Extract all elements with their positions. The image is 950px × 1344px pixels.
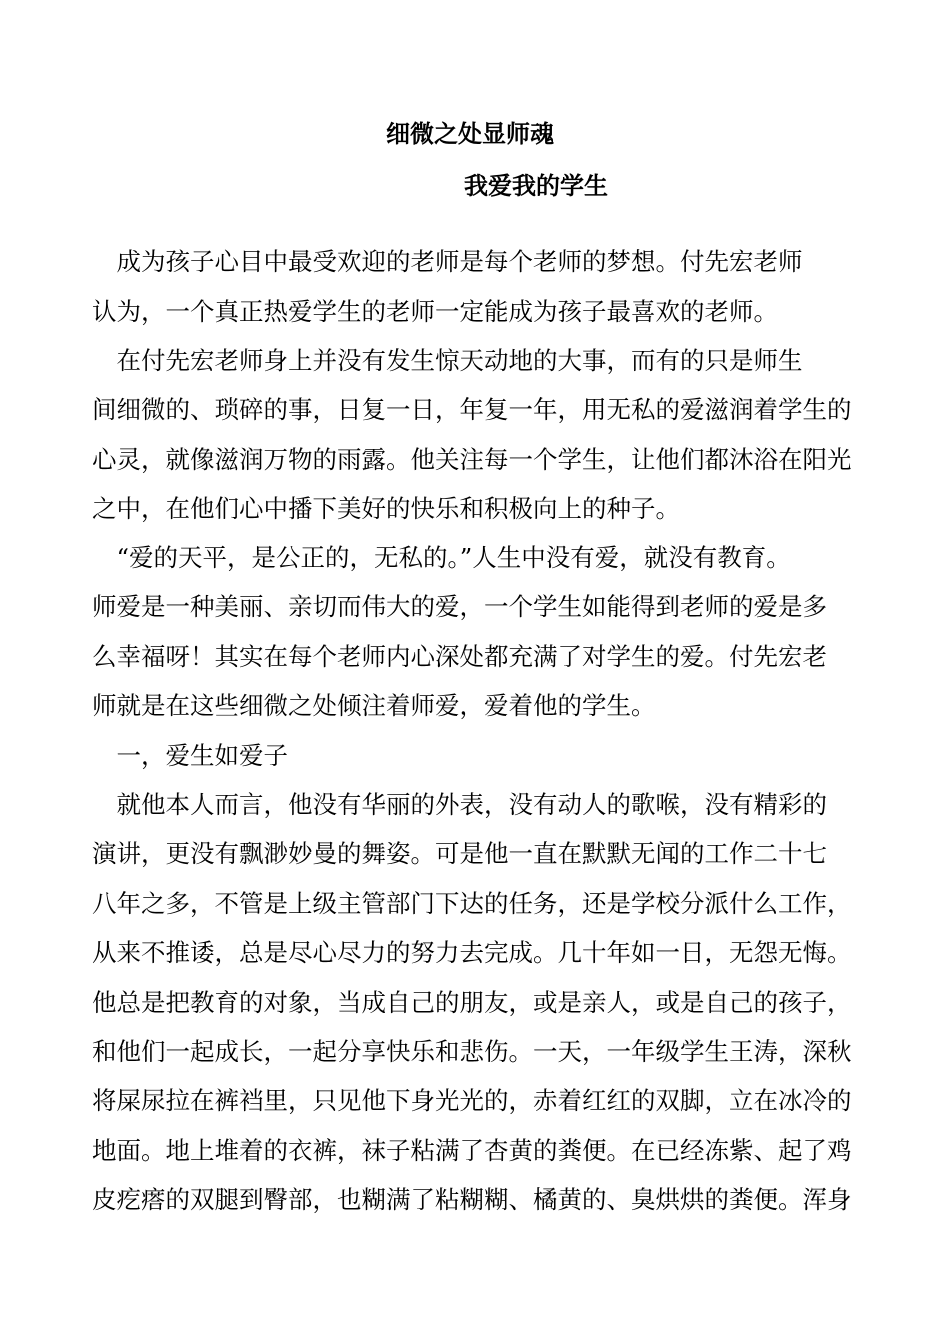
- paragraph-line: 间细微的、琐碎的事，日复一日，年复一年，用无私的爱滋润着学生的: [92, 395, 852, 424]
- paragraph-line: 就他本人而言，他没有华丽的外表，没有动人的歌喉，没有精彩的: [92, 790, 827, 819]
- paragraph-line: 地面。地上堆着的衣裤，袜子粘满了杏黄的粪便。在已经冻紫、起了鸡: [92, 1136, 852, 1165]
- paragraph-line: 师就是在这些细微之处倾注着师爱，爱着他的学生。: [92, 691, 656, 720]
- paragraph-line: 将屎尿拉在裤裆里，只见他下身光光的，赤着红红的双脚，立在冰冷的: [92, 1086, 852, 1115]
- document-subtitle: 我爱我的学生: [464, 171, 608, 200]
- paragraph-line: “爱的天平，是公正的，无私的。”人生中没有爱，就没有教育。: [92, 543, 791, 572]
- document-title: 细微之处显师魂: [386, 119, 554, 148]
- paragraph-line: 皮疙瘩的双腿到臀部，也糊满了粘糊糊、橘黄的、臭烘烘的粪便。浑身: [92, 1185, 852, 1214]
- paragraph-line: 他总是把教育的对象，当成自己的朋友，或是亲人，或是自己的孩子，: [92, 988, 852, 1017]
- paragraph-line: 演讲，更没有飘渺妙曼的舞姿。可是他一直在默默无闻的工作二十七: [92, 839, 827, 868]
- paragraph-line: 从来不推诿，总是尽心尽力的努力去完成。几十年如一日，无怨无悔。: [92, 938, 852, 967]
- paragraph-line: 之中，在他们心中播下美好的快乐和积极向上的种子。: [92, 494, 680, 523]
- paragraph-line: 心灵，就像滋润万物的雨露。他关注每一个学生，让他们都沐浴在阳光: [92, 445, 852, 474]
- paragraph-line: 和他们一起成长，一起分享快乐和悲伤。一天，一年级学生王涛，深秋: [92, 1037, 852, 1066]
- paragraph-line: 成为孩子心目中最受欢迎的老师是每个老师的梦想。付先宏老师: [92, 247, 803, 276]
- paragraph-line: 八年之多，不管是上级主管部门下达的任务，还是学校分派什么工作，: [92, 889, 852, 918]
- paragraph-line: 认为，一个真正热爱学生的老师一定能成为孩子最喜欢的老师。: [92, 297, 778, 326]
- paragraph-line: 么幸福呀！其实在每个老师内心深处都充满了对学生的爱。付先宏老: [92, 642, 827, 671]
- paragraph-line: 在付先宏老师身上并没有发生惊天动地的大事，而有的只是师生: [92, 346, 803, 375]
- section-heading: 一，爱生如爱子: [92, 741, 288, 770]
- paragraph-line: 师爱是一种美丽、亲切而伟大的爱，一个学生如能得到老师的爱是多: [92, 592, 827, 621]
